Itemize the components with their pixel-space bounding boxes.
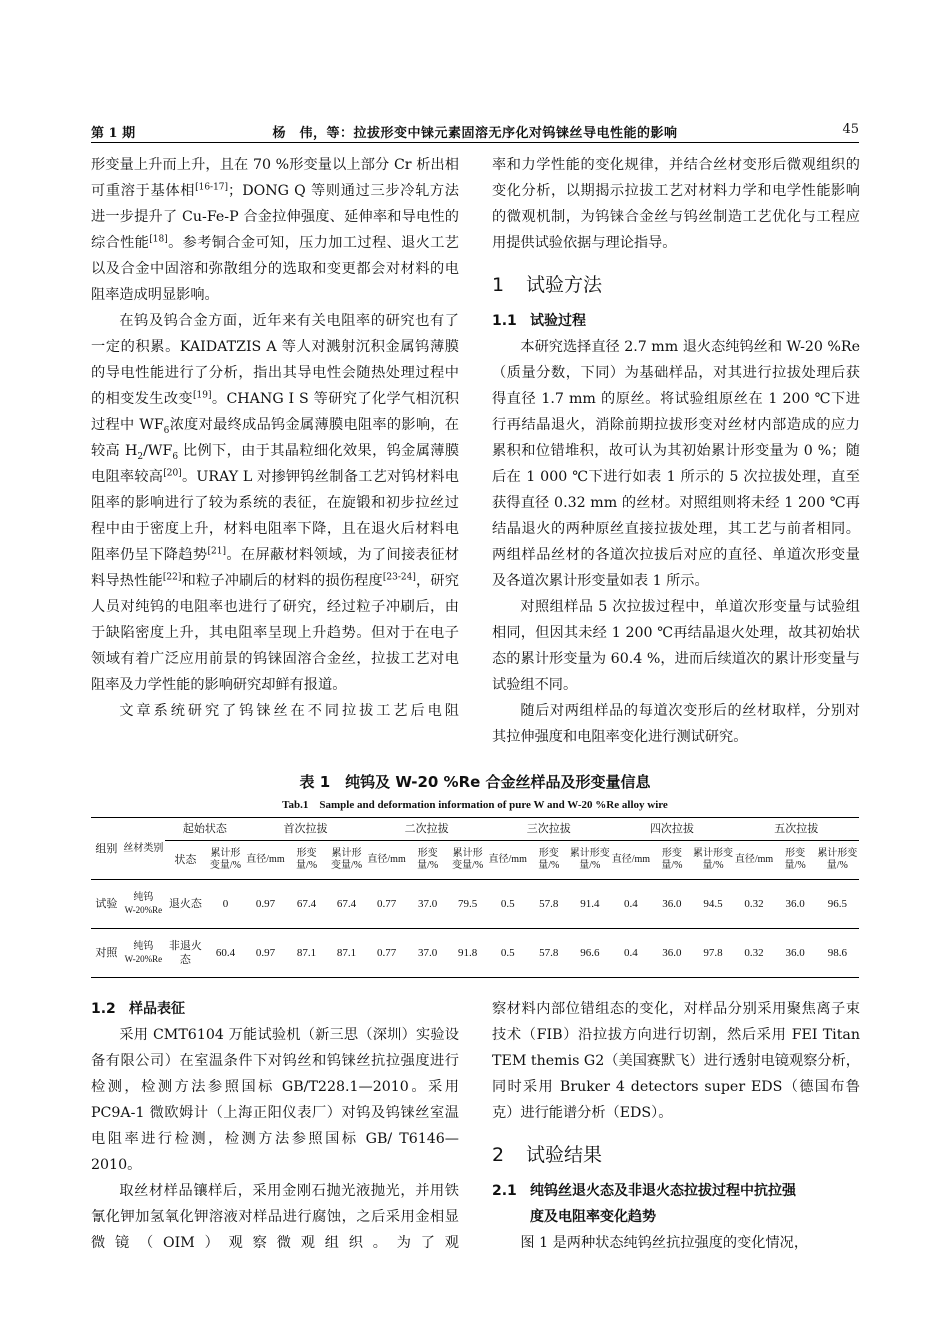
col-header-cum: 累计形变量/% [448, 841, 487, 880]
col-header-cum: 累计形变量/% [327, 841, 366, 880]
citation[interactable]: [16-17] [195, 182, 229, 193]
cell: 96.6 [569, 929, 610, 978]
cell: 0.4 [610, 880, 651, 929]
cell: 0.4 [610, 929, 651, 978]
column-bottom-left [91, 996, 459, 1296]
col-header-pass5: 五次拉拔 [734, 818, 859, 841]
cell: 87.1 [286, 929, 327, 978]
cell: 0.32 [734, 929, 775, 978]
subsection-heading-cont: 度及电阻率变化趋势 [530, 1209, 656, 1225]
cell: 67.4 [327, 880, 366, 929]
citation[interactable]: [18] [149, 234, 168, 245]
cell-type: 纯钨 W-20%Re [122, 880, 165, 929]
cell-group: 试验 [91, 880, 122, 929]
cell: 0.5 [487, 929, 528, 978]
cell: 98.6 [816, 929, 859, 978]
cell: 36.0 [651, 929, 692, 978]
cell: 67.4 [286, 880, 327, 929]
cell: 57.8 [528, 929, 569, 978]
cell: 0.97 [245, 880, 286, 929]
cell-type: 纯钨 W-20%Re [122, 929, 165, 978]
col-header-dia: 直径/mm [487, 841, 528, 880]
col-header-pass2: 二次拉拔 [366, 818, 487, 841]
table-row [91, 929, 859, 978]
col-header-group: 组别 [91, 818, 122, 880]
column-top-left [91, 152, 459, 762]
issue-number: 第 1 期 [91, 126, 136, 141]
paragraph: 形变量上升而上升，且在 70 %形变量以上部分 Cr 析出相可重溶于基体相[16-17]；DONG Q 等则通过三步冷轧方法进一步提升了 Cu-Fe-P 合金拉伸强度、延伸率和导电性的综合性能[18]。参考铜合金可知，压力加工过程、退火工艺以及合金中固溶和弥散组分的选取和变更都会对材料的电阻率造成明显影响。 [91, 157, 459, 303]
section-heading: 2 试验结果 [492, 1144, 603, 1166]
col-header-cum: 累计形变量/% [206, 841, 245, 880]
citation[interactable]: [21] [207, 546, 226, 557]
col-header-type: 丝材类别 [122, 818, 165, 880]
sample-deformation-table [91, 817, 859, 978]
citation[interactable]: [19] [193, 390, 212, 401]
cell-group: 对照 [91, 929, 122, 978]
subsection-heading: 1.2 样品表征 [91, 1001, 185, 1017]
page-number: 45 [842, 122, 859, 137]
cell: 37.0 [407, 929, 448, 978]
col-header-cum: 累计形变量/% [816, 841, 859, 880]
paragraph: 随后对两组样品的每道次变形后的丝材取样，分别对其拉伸强度和电阻率变化进行测试研究。 [492, 703, 860, 745]
paragraph: 图 1 是两种状态纯钨丝抗拉强度的变化情况， [520, 1235, 809, 1251]
table-caption-cn: 表 1 纯钨及 W-20 %Re 合金丝样品及形变量信息 [299, 773, 651, 791]
paragraph: 在钨及钨合金方面，近年来有关电阻率的研究也有了一定的积累。KAIDATZIS A 等人对溅射沉积金属钨薄膜的导电性能进行了分析，指出其导电性会随热处理过程中的相变发生改变[19]。CHANG I S 等研究了化学气相沉积过程中 $WF_6$浓度对最终成品钨金属薄膜电阻率的影响，在较高 $H_2/WF_6$ 比例下，由于其晶粒细化效果，钨金属薄膜电阻率较高[20]。URAY L 对掺钾钨丝制备工艺对钨材料电阻率的影响进行了较为系统的表征，在旋锻和初步拉丝过程中由于密度上升，材料电阻率下降，且在退火后材料电阻率仍呈下降趋势[21]。在屏蔽材料领域，为了间接表征材料导热性能[22]和粒子冲刷后的材料的损伤程度[23-24]，研究人员对纯钨的电阻率也进行了研究，经过粒子冲刷后，由于缺陷密度上升，其电阻率呈现上升趋势。但对于在电子领域有着广泛应用前景的钨铼固溶合金丝，拉拔工艺对电阻率及力学性能的影响研究却鲜有报道。 [91, 313, 459, 693]
col-header-initial: 起始状态 [165, 818, 245, 841]
col-header-pass3: 三次拉拔 [487, 818, 610, 841]
cell: 0.5 [487, 880, 528, 929]
table-row [91, 880, 859, 929]
col-header-dia: 直径/mm [610, 841, 651, 880]
cell: 91.4 [569, 880, 610, 929]
cell: 0.32 [734, 880, 775, 929]
col-header-state: 状态 [165, 841, 206, 880]
cell: 94.5 [692, 880, 733, 929]
cell: 87.1 [327, 929, 366, 978]
col-header-def: 形变量/% [407, 841, 448, 880]
running-header [91, 120, 859, 143]
col-header-dia: 直径/mm [245, 841, 286, 880]
column-bottom-right [492, 996, 860, 1296]
col-header-pass4: 四次拉拔 [610, 818, 733, 841]
cell: 36.0 [775, 880, 816, 929]
col-header-def: 形变量/% [775, 841, 816, 880]
citation[interactable]: [20] [163, 468, 182, 479]
cell: 0.77 [366, 880, 407, 929]
paragraph: 采用 CMT6104 万能试验机（新三思（深圳）实验设备有限公司）在室温条件下对钨丝和钨铼丝抗拉强度进行检测，检测方法参照国标 GB/T228.1—2010。采用 PC9A-1 微欧姆计（上海正阳仪表厂）对钨及钨铼丝室温电阻率进行检测，检测方法参照国标 GB/ T6146—2010。 [91, 1027, 459, 1173]
cell: 36.0 [651, 880, 692, 929]
paragraph: 文章系统研究了钨铼丝在不同拉拔工艺后电阻 [119, 703, 459, 719]
cell: 96.5 [816, 880, 859, 929]
col-header-pass1: 首次拉拔 [245, 818, 366, 841]
paragraph: 对照组样品 5 次拉拔过程中，单道次形变量与试验组相同，但因其未经 1 200 ℃再结晶退火处理，故其初始状态的累计形变量为 60.4 %，进而后续道次的累计形变量与试验组不同。 [492, 599, 860, 693]
cell: 97.8 [692, 929, 733, 978]
col-header-dia: 直径/mm [366, 841, 407, 880]
cell: 0.77 [366, 929, 407, 978]
subsection-heading: 2.1 纯钨丝退火态及非退火态拉拔过程中抗拉强 [492, 1183, 796, 1199]
col-header-def: 形变量/% [528, 841, 569, 880]
col-header-dia: 直径/mm [734, 841, 775, 880]
col-header-cum: 累计形变量/% [692, 841, 733, 880]
cell: 91.8 [448, 929, 487, 978]
column-top-right [492, 152, 860, 762]
cell-state: 非退火态 [165, 929, 206, 978]
table-caption-en: Tab.1 Sample and deformation information of pure W and W-20 %Re alloy wire [282, 799, 668, 811]
cell: 36.0 [775, 929, 816, 978]
cell: 79.5 [448, 880, 487, 929]
paragraph: 本研究选择直径 2.7 mm 退火态纯钨丝和 W-20 %Re（质量分数，下同）为基础样品，对其进行拉拔处理后获得直径 1.7 mm 的原丝。将试验组原丝在 1 200 ℃下进行再结晶退火，消除前期拉拔形变对丝材内部造成的应力累积和位错堆积，故可认为其初始累计形变量为 0 %；随后在 1 000 ℃下进行如表 1 所示的 5 次拉拔处理，直至获得直径 0.32 mm 的丝材。对照组则将未经 1 200 ℃再结晶退火的两种原丝直接拉拔处理，其工艺与前者相同。两组样品丝材的各道次拉拔后对应的直径、单道次形变量及各道次累计形变量如表 1 所示。 [492, 339, 860, 589]
paragraph: 察材料内部位错组态的变化，对样品分别采用聚焦离子束技术（FIB）沿拉拔方向进行切割，然后采用 FEI Titan TEM themis G2（美国赛默飞）进行透射电镜观察分析，同时采用 Bruker 4 detectors super EDS（德国布鲁克）进行能谱分析（EDS）。 [492, 1001, 860, 1121]
cell-init: 60.4 [206, 929, 245, 978]
cell: 57.8 [528, 880, 569, 929]
subsection-heading: 1.1 试验过程 [492, 313, 586, 329]
col-header-def: 形变量/% [651, 841, 692, 880]
running-title: 杨 伟，等：拉拔形变中铼元素固溶无序化对钨铼丝导电性能的影响 [272, 126, 678, 141]
cell: 37.0 [407, 880, 448, 929]
col-header-def: 形变量/% [286, 841, 327, 880]
paragraph: 率和力学性能的变化规律，并结合丝材变形后微观组织的变化分析，以期揭示拉拔工艺对材料力学和电学性能影响的微观机制，为钨铼合金丝与钨丝制造工艺优化与工程应用提供试验依据与理论指导。 [492, 157, 860, 251]
col-header-cum: 累计形变量/% [569, 841, 610, 880]
cell-init: 0 [206, 880, 245, 929]
cell: 0.97 [245, 929, 286, 978]
citation[interactable]: [22] [162, 572, 182, 583]
citation[interactable]: [23-24] [382, 572, 416, 583]
section-heading: 1 试验方法 [492, 274, 603, 296]
cell-state: 退火态 [165, 880, 206, 929]
paragraph: 取丝材样品镶样后，采用金刚石抛光液抛光，并用铁氰化钾加氢氧化钾溶液对样品进行腐蚀，之后采用金相显微镜（OIM）观察微观组织。为了观 [91, 1183, 459, 1251]
